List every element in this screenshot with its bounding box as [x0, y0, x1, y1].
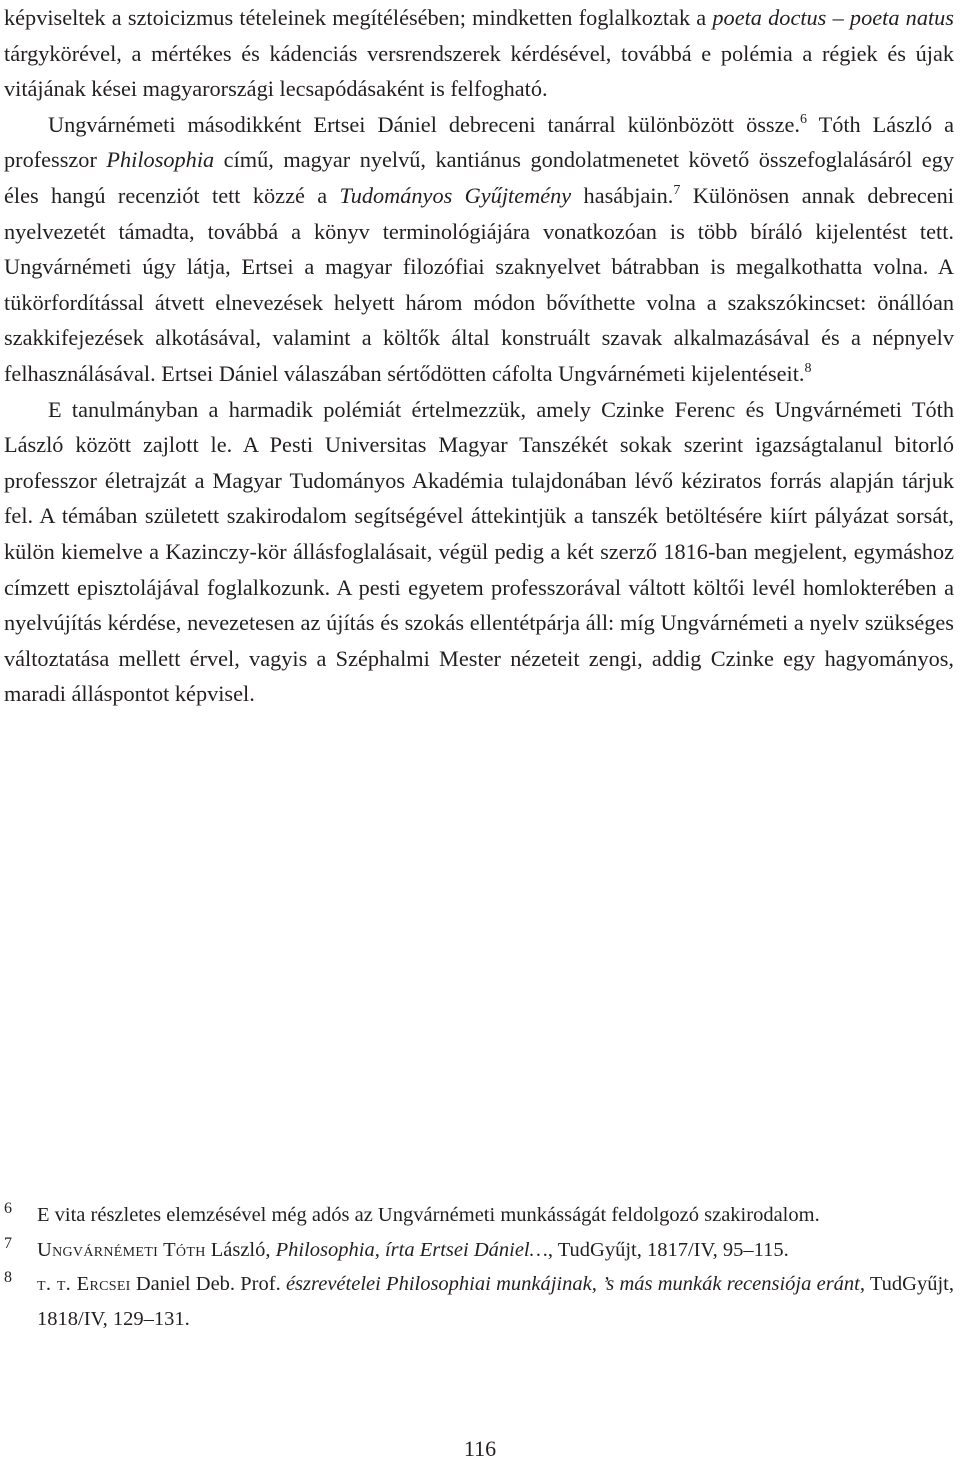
paragraph-2	[4, 107, 954, 392]
paragraph-1	[4, 0, 954, 107]
text-run: tárgykörével, a mértékes és kádenciás versrendszerek kérdésével, továbbá e polémia a régiek és újak vitájának kései magyarországi lecsapódásaként is felfogható.	[4, 40, 954, 102]
italic-term: poeta doctus – poeta natus	[712, 5, 954, 30]
footnote-number: 7	[4, 1234, 12, 1252]
text-run: hasábjain.	[571, 182, 674, 208]
footnote-ref[interactable]: 7	[673, 182, 681, 198]
text-run: , TudGyűjt, 1818/IV, 129–131.	[37, 1273, 954, 1330]
italic-title: Tudományos Gyűjtemény	[339, 182, 572, 208]
author-name: Ungvárnémeti Tóth	[37, 1238, 206, 1261]
footnote-ref[interactable]: 6	[799, 111, 807, 127]
text-run: Különösen annak debreceni nyelvezetét támadta, továbbá a könyv terminológiájára vonatkozóan is több bíráló kijelentést tett. Ungvárnémeti úgy látja, Ertsei a magyar filozófiai szaknyelvet bátrabban is megalkothatta volna. A tükörfordítással átvett elnevezések helyett három módon bővíthette volna a szakszókincset: önállóan szakkifejezések alkotásával, valamint a költők által konstruált szavak alkalmazásával és a népnyelv felhasználásával. Ertsei Dániel válaszában sértődötten cáfolta Ungvárnémeti kijelentéseit.	[4, 182, 954, 386]
footnotes	[4, 1198, 954, 1336]
text-run: , TudGyűjt, 1817/IV, 95–115.	[547, 1238, 789, 1261]
footnote-number: 8	[4, 1269, 12, 1286]
text-run: képviseltek a sztoicizmus tételeinek megítélésében; mindketten foglalkoztak a	[4, 5, 713, 30]
footnote-7	[4, 1233, 954, 1268]
italic-title: észrevételei Philosophiai munkájinak, ’s más munkák recensiója eránt	[285, 1273, 860, 1295]
text-run: Ungvárnémeti másodikként Ertsei Dániel debreceni tanárral különbözött össze.	[48, 111, 800, 137]
main-text	[4, 0, 954, 712]
text-run: című, magyar nyelvű, kantiánus gondolatmenetet követő összefoglalásáról egy éles hangú recenziót tett közzé a	[4, 147, 954, 208]
author-name: t. t. Ercsei	[37, 1273, 131, 1295]
italic-title: Philosophia, írta Ertsei Dániel…	[275, 1238, 548, 1261]
text-run: Daniel Deb. Prof.	[130, 1273, 286, 1295]
text-run: Tóth László a professzor	[4, 111, 954, 173]
footnote-8	[4, 1267, 954, 1336]
footnote-number: 6	[4, 1200, 12, 1217]
text-run: László,	[205, 1238, 276, 1261]
paragraph-3: E tanulmányban a harmadik polémiát értelmezzük, amely Czinke Ferenc és Ungvárnémeti Tóth László között zajlott le. A Pesti Universitas Magyar Tanszékét sokak szerint igazságtalanul bitorló professzor életrajzát a Magyar Tudományos Akadémia tulajdonában lévő kéziratos forrás alapján tárjuk fel. A témában született szakirodalom segítségével áttekintjük a tanszék betöltésére kiírt pályázat sorsát, külön kiemelve a Kazinczy-kör állásfoglalásait, végül pedig a két szerző 1816-ban megjelent, egymáshoz címzett episztolájával foglalkozunk. A pesti egyetem professzorával váltott költői levél homlokterében a nyelvújítás kérdése, nevezetesen az újítás és szokás ellentétpárja áll: míg Ungvárnémeti a nyelv szükséges változtatása mellett érvel, vagyis a Széphalmi Mester nézeteit zengi, addig Czinke egy hagyományos, maradi álláspontot képvisel.	[4, 396, 954, 707]
italic-title: Philosophia	[106, 147, 215, 173]
footnote-text: E vita részletes elemzésével még adós az Ungvárnémeti munkásságát feldolgozó szakirodalom.	[37, 1204, 820, 1226]
footnote-ref[interactable]: 8	[804, 360, 812, 376]
page-number: 116	[463, 1436, 497, 1461]
footnote-6	[4, 1198, 954, 1233]
